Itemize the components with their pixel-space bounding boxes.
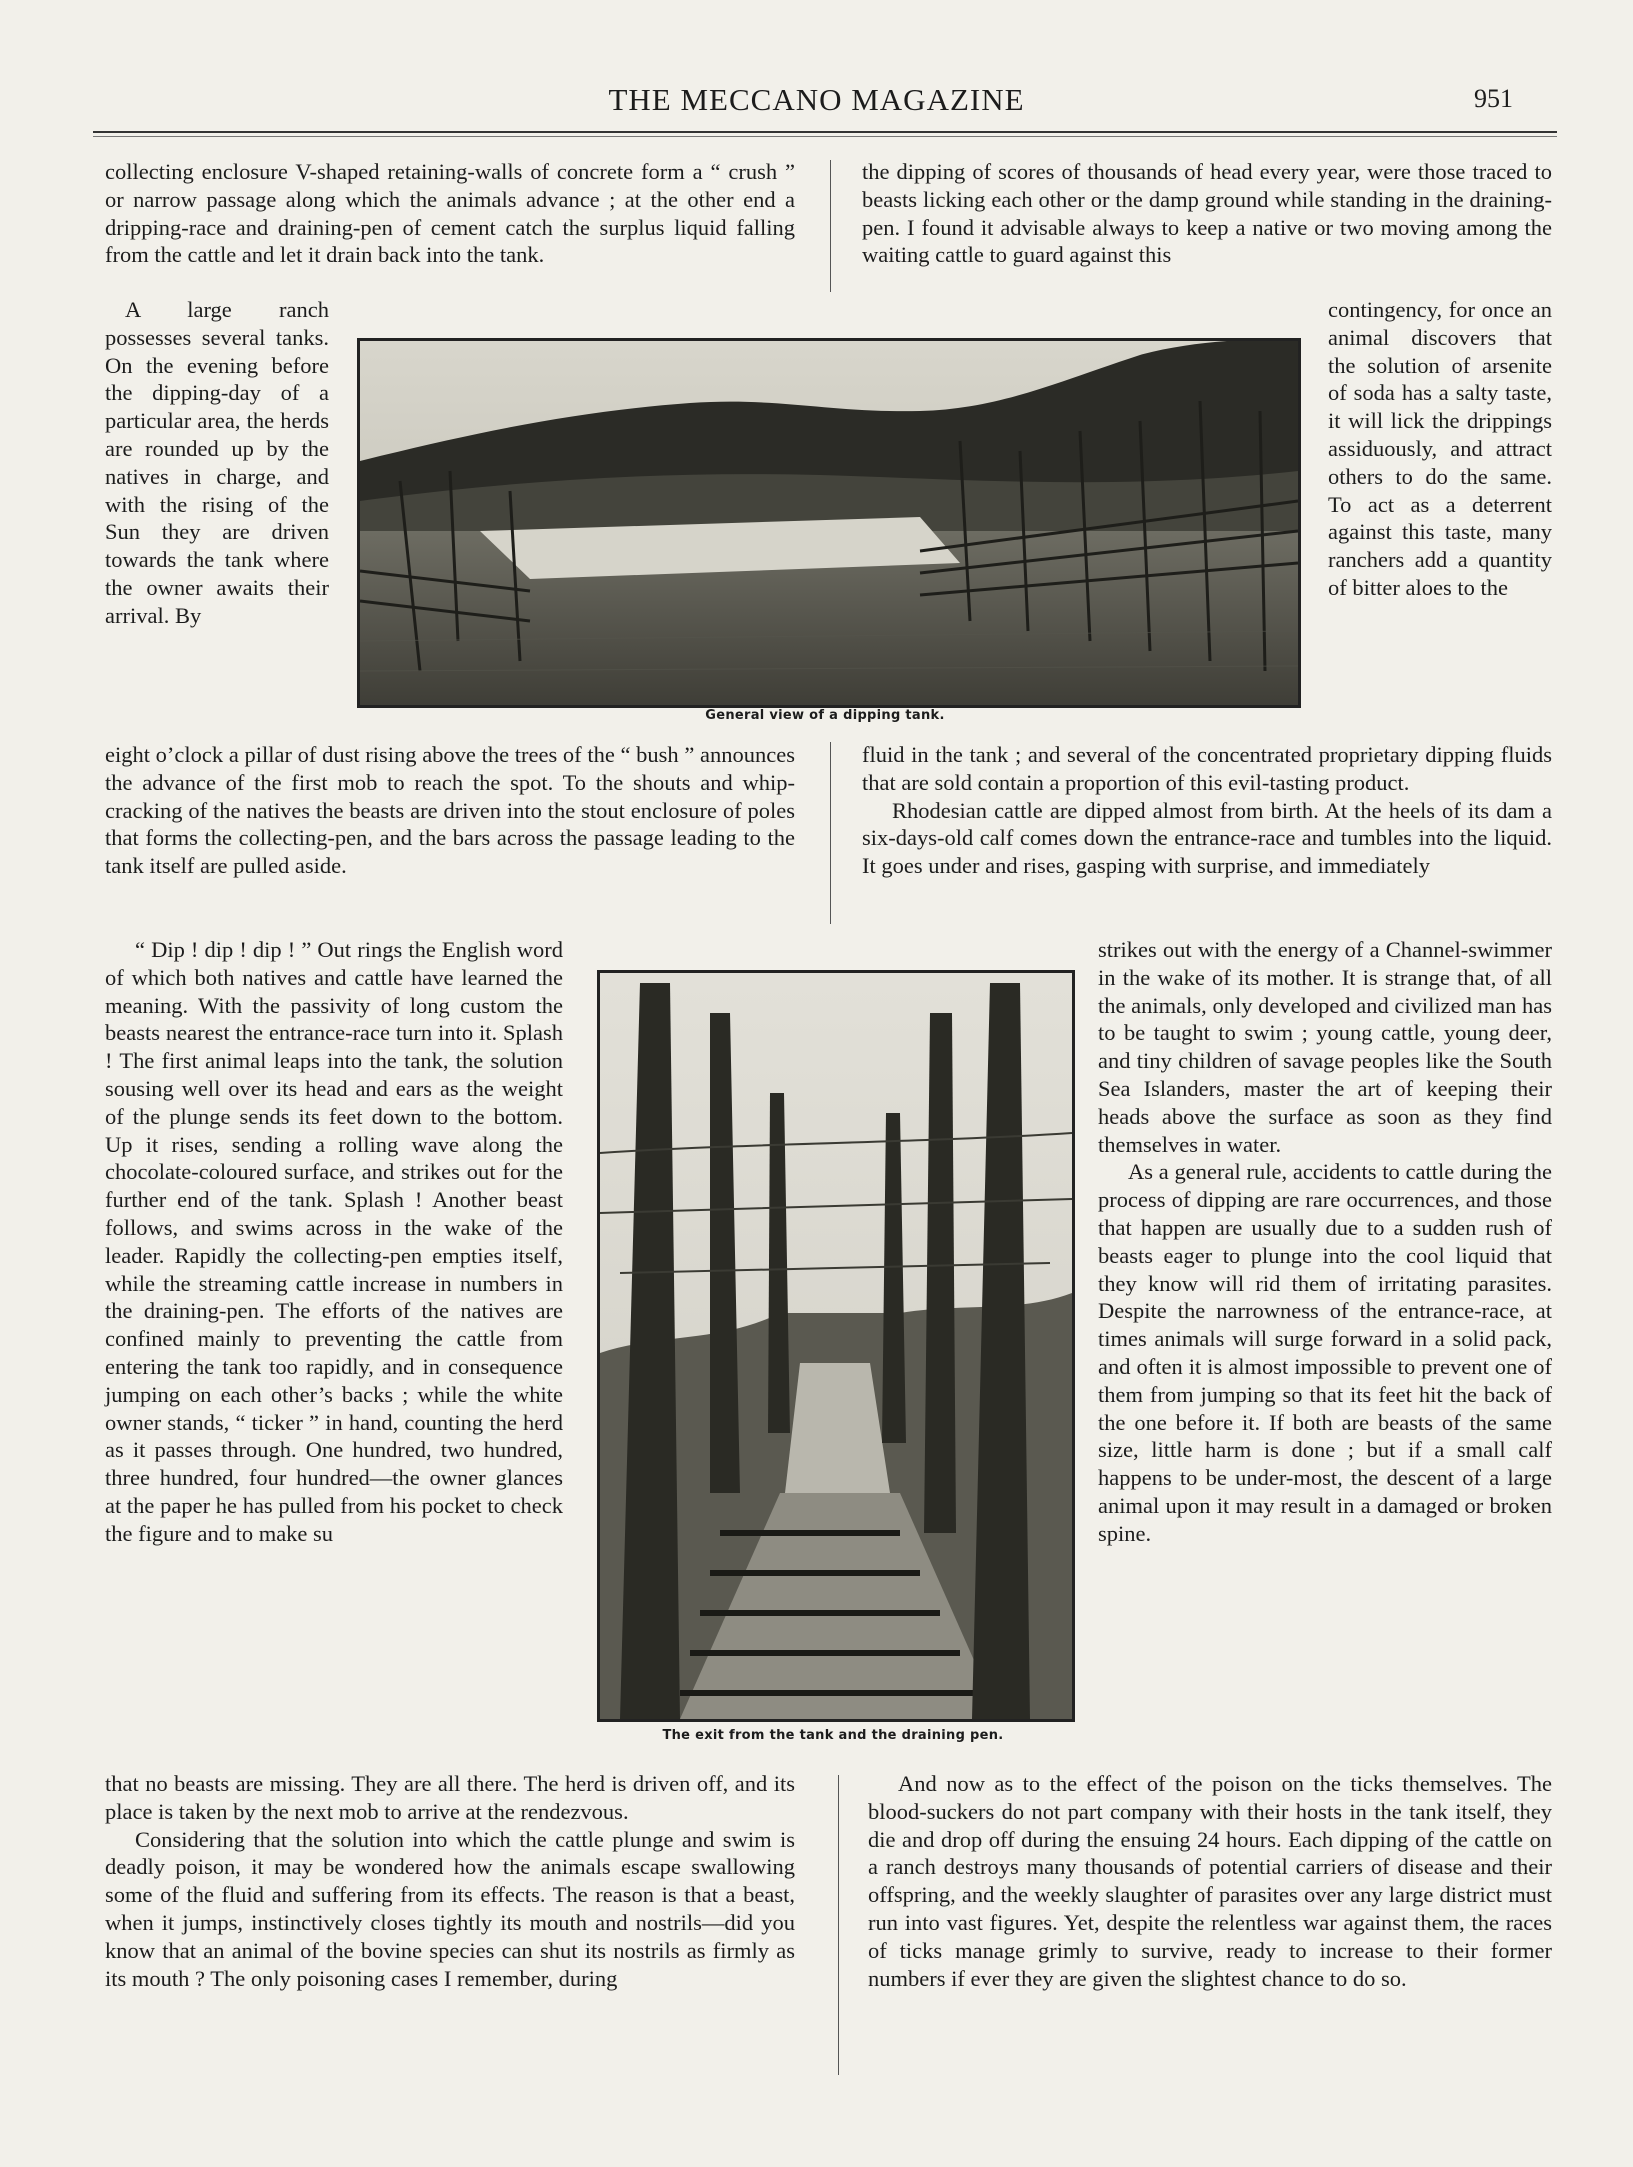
dipping-tank-caption: General view of a dipping tank. <box>705 708 945 723</box>
article-text-top-right: the dipping of scores of thousands of head every year, were those traced to beasts licking each other or the damp ground while standing in the draining-pen. I found it advisable always to keep a native or two moving among the waiting cattle to guard against this <box>862 159 1552 268</box>
article-text-narrow-left: A large ranch possesses several tanks. On the evening before the dipping-day of a particular area, the herds are rounded up by the natives in charge, and with the rising of the Sun they are driven towards the tank where the owner awaits their arrival. By <box>105 297 329 628</box>
article-text-bottom-left: that no beasts are missing. They are all there. The herd is driven off, and its place is taken by the next mob to arrive at the rendezvous. Considering that the solution into which the cattle plunge and swim is deadly poison, it may be wondered how the animals escape swallowing some of the fluid and suffering from its effects. The reason is that a beast, when it jumps, instinctively closes tightly its mouth and nostrils—did you know that an animal of the bovine species can shut its nostrils as firmly as its mouth ? The only poisoning cases I remember, during <box>105 1771 795 1991</box>
draining-pen-caption: The exit from the tank and the draining pen. <box>662 1728 1004 1743</box>
article-text-narrow-right: contingency, for once an animal discovers that the solution of arsenite of soda has a salty taste, it will lick the drippings assiduously, and attract others to do the same. To act as a deterrent against this taste, many ranchers add a quantity of bitter aloes to the <box>1328 297 1552 600</box>
page-number: 951 <box>1474 84 1513 113</box>
magazine-title: THE MECCANO MAGAZINE <box>608 82 1025 117</box>
header-rule <box>93 131 1557 133</box>
draining-pen-illustration <box>600 973 1072 1719</box>
article-text-column-right: strikes out with the energy of a Channel-swimmer in the wake of its mother. It is strange that, of all the animals, only developed and civilized man has to be taught to swim ; young cattle, young deer, and tiny children of savage peoples like the South Sea Islanders, master the art of keeping their heads above the surface as soon as they find themselves in water. As a general rule, accidents to cattle during the process of dipping are rare occurrences, and those that happen are usually due to a sudden rush of beasts eager to plunge into the cool liquid that they know will rid them of irritating parasites. Despite the narrowness of the entrance-race, at times animals will surge forward in a solid pack, and often it is almost impossible to prevent one of them from jumping so that its feet hit the back of the one before it. If both are beasts of the same size, little harm is done ; but if a small calf happens to be under-most, the descent of a large animal upon it may result in a damaged or broken spine. <box>1098 937 1552 1546</box>
dipping-tank-photo <box>357 338 1301 708</box>
header-rule-thin <box>93 136 1557 137</box>
draining-pen-photo <box>597 970 1075 1722</box>
dipping-tank-illustration <box>360 341 1298 705</box>
article-text-top-left: collecting enclosure V-shaped retaining-walls of concrete form a “ crush ” or narrow passage along which the animals advance ; at the other end a dripping-race and draining-pen of cement catch the surplus liquid falling from the cattle and let it drain back into the tank. <box>105 159 795 268</box>
column-divider-top <box>830 160 831 292</box>
article-text-middle-left: eight o’clock a pillar of dust rising above the trees of the “ bush ” announces the advance of the first mob to reach the spot. To the shouts and whip-cracking of the natives the beasts are driven into the stout enclosure of poles that forms the collecting-pen, and the bars across the passage leading to the tank itself are pulled aside. <box>105 742 795 879</box>
column-divider-middle <box>830 742 831 924</box>
column-divider-bottom <box>838 1775 839 2075</box>
article-text-bottom-right: And now as to the effect of the poison on the ticks themselves. The blood-suckers do not part company with their hosts in the tank itself, they die and drop off during the ensuing 24 hours. Each dipping of the cattle on a ranch destroys many thousands of potential carriers of disease and their offspring, and the weekly slaughter of parasites over any large district must run into vast figures. Yet, despite the relentless war against them, the races of ticks manage grimly to survive, ready to increase to their former numbers if ever they are given the slightest chance to do so. <box>868 1771 1552 1991</box>
article-text-column-left: “ Dip ! dip ! dip ! ” Out rings the English word of which both natives and cattle have learned the meaning. With the passivity of long custom the beasts nearest the entrance-race turn into it. Splash ! The first animal leaps into the tank, the solution sousing well over its head and ears as the weight of the plunge sends its feet down to the bottom. Up it rises, sending a rolling wave along the chocolate-coloured surface, and strikes out for the further end of the tank. Splash ! Another beast follows, and swims across in the wake of the leader. Rapidly the collecting-pen empties itself, while the streaming cattle increase in numbers in the draining-pen. The efforts of the natives are confined mainly to preventing the cattle from entering the tank too rapidly, and in consequence jumping on each other’s backs ; while the white owner stands, “ ticker ” in hand, counting the herd as it passes through. One hundred, two hundred, three hundred, four hundred—the owner glances at the paper he has pulled from his pocket to check the figure and to make su <box>105 937 563 1546</box>
article-text-middle-right: fluid in the tank ; and several of the concentrated proprietary dipping fluids that are sold contain a proportion of this evil-tasting product. Rhodesian cattle are dipped almost from birth. At the heels of its dam a six-days-old calf comes down the entrance-race and tumbles into the liquid. It goes under and rises, gasping with surprise, and immediately <box>862 742 1552 879</box>
